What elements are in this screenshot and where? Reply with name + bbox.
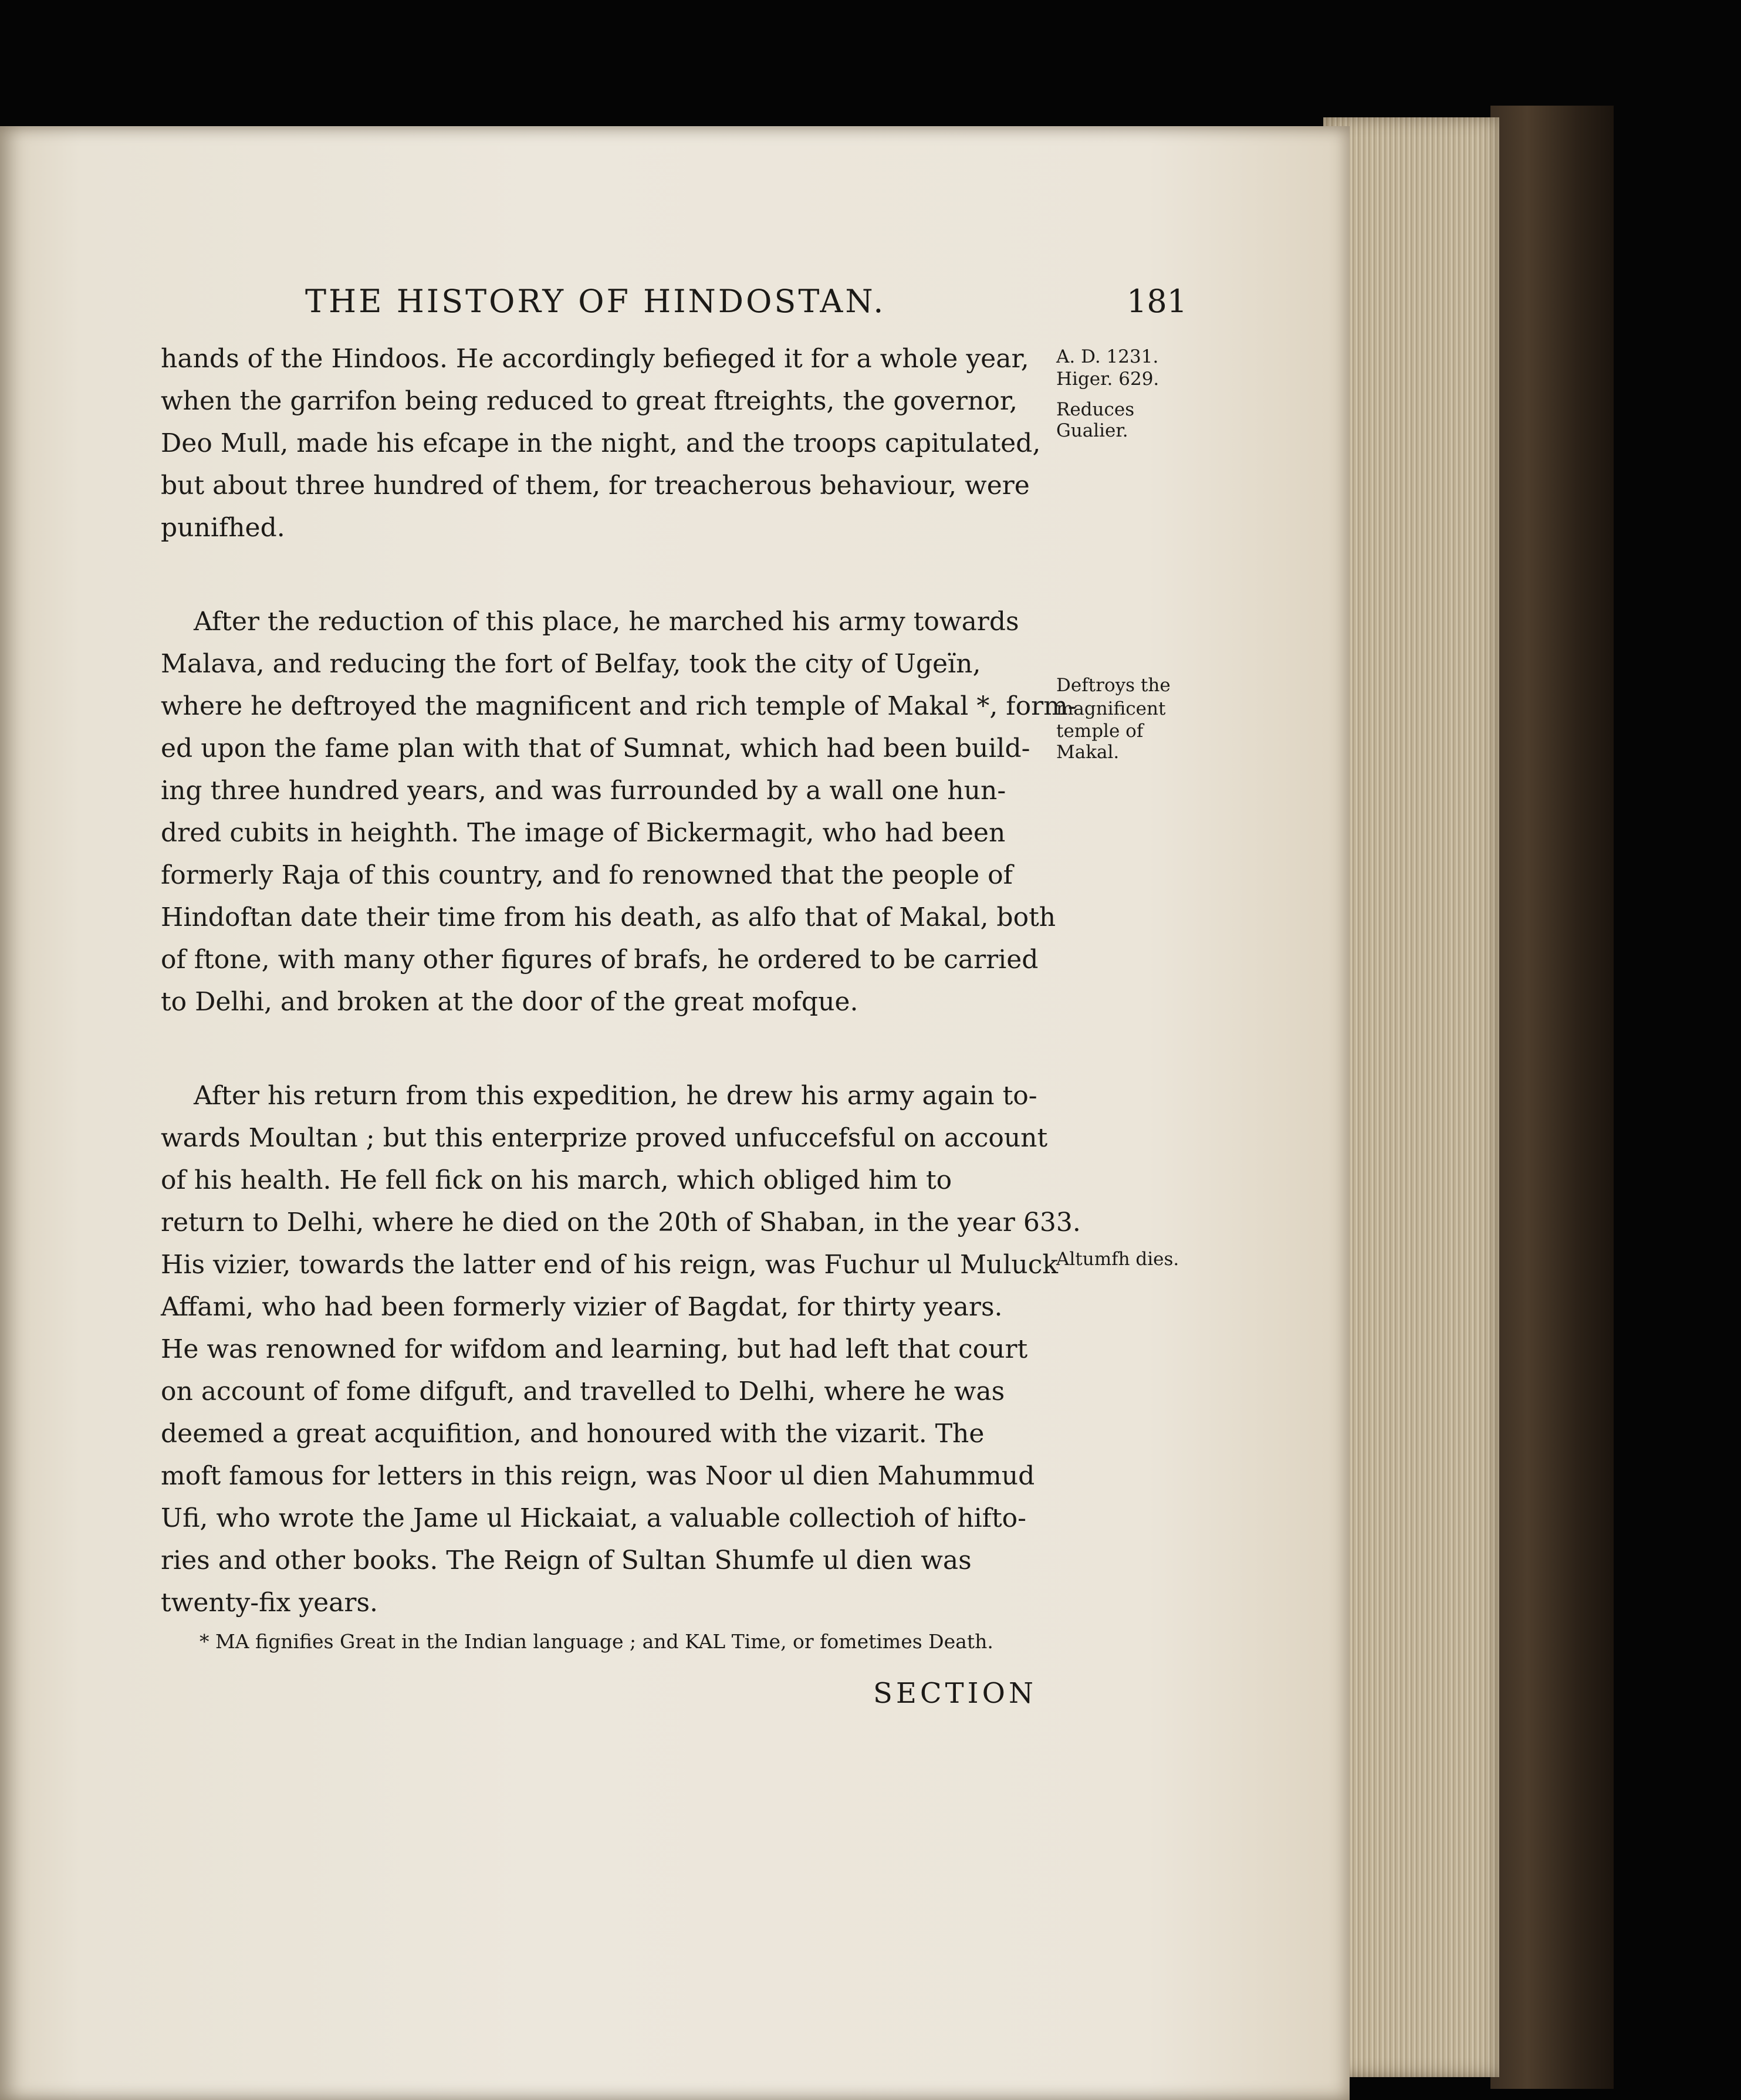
page-number: 181 [1127, 283, 1188, 320]
paragraph-3-line-9: deemed a great acquifition, and honoured with the vizarit. The [161, 1419, 985, 1449]
book-cover-board [1490, 106, 1614, 2089]
paragraph-3-line-7: He was renowned for wifdom and learning, but had left that court [161, 1334, 1028, 1364]
paragraph-3-line-3: of his health. He fell fick on his march, which obliged him to [161, 1165, 952, 1195]
margin-note-altumsh-dies: Altumfh dies. [1056, 1249, 1179, 1270]
paragraph-3-line-2: wards Moultan ; but this enterprize proved unfuccefsful on account [161, 1123, 1048, 1153]
paragraph-1-line-4: but about three hundred of them, for treacherous behaviour, were [161, 471, 1030, 501]
margin-note-date-ad: A. D. 1231. [1056, 346, 1159, 367]
footnote: * MA fignifies Great in the Indian language ; and KAL Time, or fometimes Death. [200, 1630, 993, 1653]
paragraph-1-line-1: hands of the Hindoos. He accordingly befieged it for a whole year, [161, 344, 1029, 374]
paragraph-2-line-10: to Delhi, and broken at the door of the great mofque. [161, 987, 858, 1017]
paragraph-2-line-6: dred cubits in heighth. The image of Bickermagit, who had been [161, 818, 1006, 848]
paragraph-1-line-3: Deo Mull, made his efcape in the night, and the troops capitulated, [161, 428, 1041, 458]
paragraph-2-line-4: ed upon the fame plan with that of Sumnat, which had been build- [161, 733, 1030, 763]
margin-note-destroys: Deftroys the [1056, 675, 1171, 696]
paragraph-2-line-9: of ftone, with many other figures of brafs, he ordered to be carried [161, 945, 1039, 975]
paragraph-3-line-10: moft famous for letters in this reign, was Noor ul dien Mahummud [161, 1461, 1035, 1491]
paragraph-1-line-2: when the garrifon being reduced to great ftreights, the governor, [161, 386, 1018, 416]
margin-note-makal: Makal. [1056, 742, 1120, 763]
paragraph-3-line-8: on account of fome difguft, and travelled to Delhi, where he was [161, 1377, 1005, 1406]
paragraph-2-line-5: ing three hundred years, and was furrounded by a wall one hun- [161, 776, 1006, 806]
margin-note-reduces: Reduces [1056, 399, 1135, 420]
paragraph-3-line-4: return to Delhi, where he died on the 20th of Shaban, in the year 633. [161, 1208, 1081, 1237]
page-fore-edge [1323, 117, 1499, 2077]
paragraph-2-line-8: Hindoftan date their time from his death, as alfo that of Makal, both [161, 902, 1056, 932]
paragraph-2-line-2: Malava, and reducing the fort of Belfay, took the city of Ugeïn, [161, 649, 981, 679]
margin-note-date-higer: Higer. 629. [1056, 368, 1159, 390]
paragraph-3-line-1: After his return from this expedition, he drew his army again to- [194, 1081, 1037, 1111]
paragraph-3-line-6: Affami, who had been formerly vizier of Bagdat, for thirty years. [161, 1292, 1003, 1322]
paragraph-3-line-5: His vizier, towards the latter end of his reign, was Fuchur ul Muluck [161, 1250, 1059, 1280]
paragraph-3-line-12: ries and other books. The Reign of Sultan Shumfe ul dien was [161, 1546, 972, 1575]
margin-note-temple-of: temple of [1056, 721, 1144, 742]
margin-note-magnificent: magnificent [1056, 698, 1166, 719]
paragraph-2-line-1: After the reduction of this place, he marched his army towards [194, 607, 1019, 637]
paragraph-1-line-5: punifhed. [161, 513, 285, 543]
margin-note-gualier: Gualier. [1056, 420, 1128, 441]
paragraph-3-line-11: Ufi, who wrote the Jame ul Hickaiat, a valuable collectioh of hifto- [161, 1503, 1027, 1533]
paragraph-2-line-3: where he deftroyed the magnificent and rich temple of Makal *, form- [161, 691, 1077, 721]
paragraph-3-line-13: twenty-fix years. [161, 1588, 378, 1618]
running-head: THE HISTORY OF HINDOSTAN. [305, 283, 886, 320]
catchword: SECTION [873, 1677, 1037, 1710]
paragraph-2-line-7: formerly Raja of this country, and fo renowned that the people of [161, 860, 1013, 890]
